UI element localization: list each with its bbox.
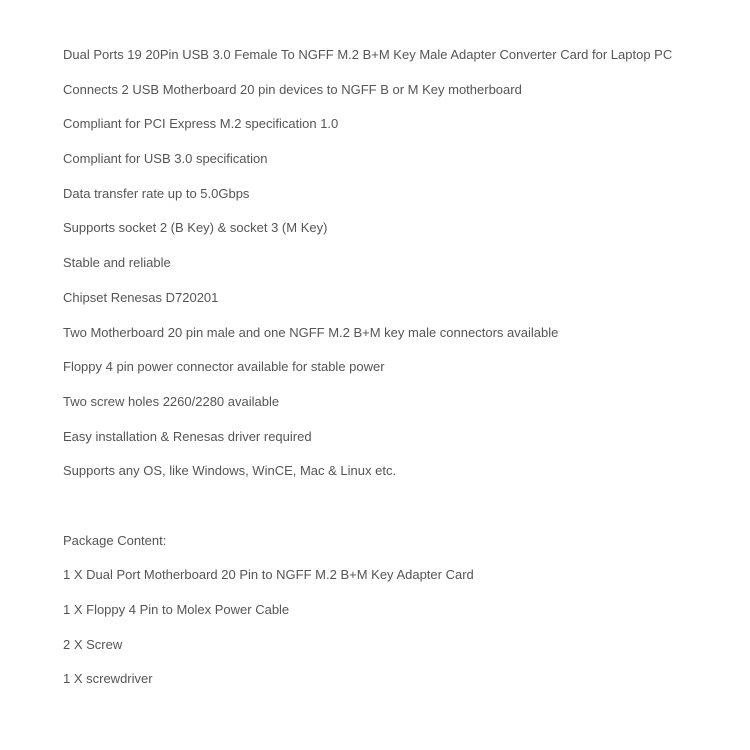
feature-line: Data transfer rate up to 5.0Gbps <box>63 185 250 201</box>
section-spacer <box>63 498 733 533</box>
package-item: 1 X screwdriver <box>63 671 153 687</box>
feature-line: Compliant for PCI Express M.2 specification 1.0 <box>63 116 339 132</box>
feature-line: Chipset Renesas D720201 <box>63 289 219 305</box>
feature-line: Supports socket 2 (B Key) & socket 3 (M Key) <box>63 220 328 236</box>
feature-line: Two screw holes 2260/2280 available <box>63 393 280 409</box>
product-description <box>63 47 733 706</box>
feature-line: Floppy 4 pin power connector available for stable power <box>63 359 385 375</box>
package-content-heading: Package Content: <box>63 532 167 548</box>
feature-line: Dual Ports 19 20Pin USB 3.0 Female To NGFF M.2 B+M Key Male Adapter Converter Card for Laptop PC <box>63 47 673 62</box>
package-item: 2 X Screw <box>63 636 123 652</box>
feature-line: Supports any OS, like Windows, WinCE, Mac & Linux etc. <box>63 463 397 479</box>
feature-line: Connects 2 USB Motherboard 20 pin devices to NGFF B or M Key motherboard <box>63 81 522 97</box>
feature-line: Two Motherboard 20 pin male and one NGFF M.2 B+M key male connectors available <box>63 324 559 340</box>
feature-line: Easy installation & Renesas driver required <box>63 428 312 444</box>
package-item: 1 X Floppy 4 Pin to Molex Power Cable <box>63 602 290 617</box>
feature-line: Stable and reliable <box>63 255 171 271</box>
package-item: 1 X Dual Port Motherboard 20 Pin to NGFF M.2 B+M Key Adapter Card <box>63 567 474 583</box>
feature-line: Compliant for USB 3.0 specification <box>63 151 268 167</box>
